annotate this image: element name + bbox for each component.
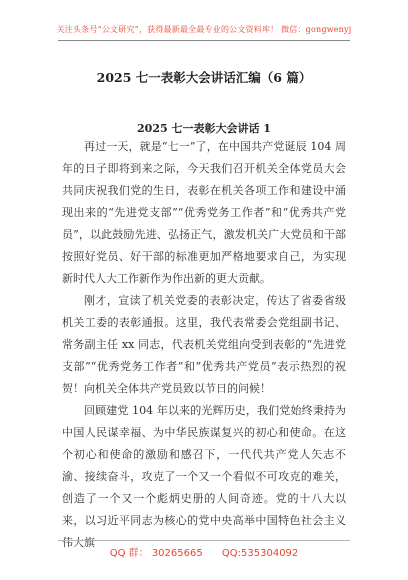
header-note: 关注头条号“公文研究”，获得最新最全最专业的公文资料库！ 微信：gongwenyj xyxy=(56,25,352,34)
footer xyxy=(0,544,408,559)
paragraph: 回顾建党 104 年以来的光辉历史，我们党始终秉持为中国人民谋幸福、为中华民族谋复兴的初心和使命。在这个初心和使命的激励和感召下，一代代共产党人矢志不渝、接续奋斗，攻克了一个又一个看似不可攻克的难关，创造了一个又一个彪炳史册的人间奇迹。党的十八大以来，以习近平同志为核心的党中央高举中国特色社会主义伟大旗 xyxy=(62,404,346,549)
document-body xyxy=(62,136,346,554)
speech-title: 2025 七一表彰大会讲话 1 xyxy=(137,122,271,135)
footer-qq-number: QQ:535304092 xyxy=(221,548,299,559)
document-title: 2025 七一表彰大会讲话汇编（6 篇） xyxy=(96,70,312,85)
footer-divider xyxy=(58,540,350,541)
footer-qq-group: QQ 群： 30265665 xyxy=(109,548,203,559)
header-divider xyxy=(58,40,350,41)
paragraph: 再过一天，就是“七一”了，在中国共产党诞辰 104 周年的日子即将到来之际，今天我们召开机关全体党员大会共同庆祝我们党的生日，表彰在机关各项工作和建设中涌现出来的“先进党支部”“优秀党务工作者”和“优秀共产党员”，以此鼓励先进、弘扬正气，激发机关广大党员和干部按照好党员、好干部的标准更加严格地要求自己，为实现新时代人大工作新作为作出新的更大贡献。 xyxy=(62,140,346,285)
paragraph: 刚才，宣读了机关党委的表彰决定，传达了省委省级机关工委的表彰通报。这里，我代表常委会党组副书记、常务副主任 xx 同志，代表机关党组向受到表彰的“先进党支部”“优秀党务工作者”和“优秀共产党员”表示热烈的祝贺！向机关全体共产党员致以节日的问候！ xyxy=(62,294,346,395)
